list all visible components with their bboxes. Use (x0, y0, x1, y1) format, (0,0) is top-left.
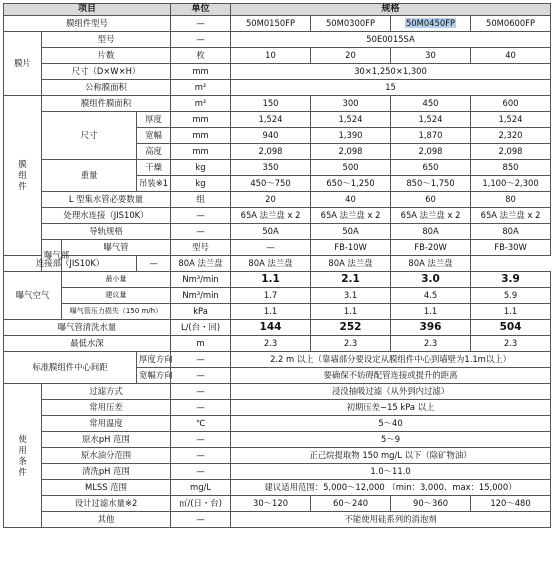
row-value: 500 (311, 160, 391, 176)
row-value: 2,098 (471, 144, 551, 160)
table-row (4, 464, 551, 480)
row-label: 干燥 (137, 160, 171, 176)
row-label: 膜组件型号 (4, 16, 171, 32)
table-row (4, 160, 551, 176)
row-value: 1,524 (391, 112, 471, 128)
row-unit: kg (171, 176, 231, 192)
row-unit: — (171, 448, 231, 464)
row-label: 型号 (42, 32, 171, 48)
row-unit: ㎥/(日・台) (171, 496, 231, 512)
row-value: 1.1 (231, 304, 311, 320)
row-value: 3.1 (311, 288, 391, 304)
row-label: 其他 (42, 512, 171, 528)
row-value: 65A 法兰盘 x 2 (311, 208, 391, 224)
row-label: 最低水深 (4, 336, 171, 352)
table-row (4, 320, 551, 336)
row-value: 1.1 (471, 304, 551, 320)
row-unit: 组 (171, 192, 231, 208)
row-value: 80 (471, 192, 551, 208)
row-unit: 枚 (171, 48, 231, 64)
row-unit: L/(台・回) (171, 320, 231, 336)
row-unit: — (171, 32, 231, 48)
row-label: 建议量 (62, 288, 171, 304)
row-value: 5～9 (231, 432, 551, 448)
row-value: 5.9 (471, 288, 551, 304)
row-unit: — (171, 400, 231, 416)
row-label: 曝气管压力损失（150 m/h） (62, 304, 171, 320)
row-unit: m² (171, 96, 231, 112)
table-row (4, 400, 551, 416)
row-value: 300 (311, 96, 391, 112)
aer-pipe-label: 曝气管 (62, 240, 171, 256)
header-spec: 规格 (231, 4, 551, 16)
row-value: 60～240 (311, 496, 391, 512)
table-row (4, 112, 551, 128)
row-label: 型号 (171, 240, 231, 256)
table-row (4, 48, 551, 64)
row-value: 1,524 (471, 112, 551, 128)
row-value: FB-30W (471, 240, 551, 256)
spec-table (3, 3, 551, 528)
row-label: 常用压差 (42, 400, 171, 416)
row-value: 80A 法兰盘 (231, 256, 311, 272)
row-label: 过滤方式 (42, 384, 171, 400)
row-value: 20 (231, 192, 311, 208)
row-label: 最小量 (62, 272, 171, 288)
table-row (4, 336, 551, 352)
row-value: 60 (391, 192, 471, 208)
row-label: 片数 (42, 48, 171, 64)
row-label: 吊装※1 (137, 176, 171, 192)
row-value: 3.0 (391, 272, 471, 288)
table-row (4, 496, 551, 512)
row-value: 5～40 (231, 416, 551, 432)
row-value: 1,524 (311, 112, 391, 128)
table-row (4, 304, 551, 320)
row-unit: — (171, 16, 231, 32)
row-label: 宽幅方向 (137, 368, 171, 384)
row-value: 2.3 (311, 336, 391, 352)
row-value: 120～480 (471, 496, 551, 512)
row-value: 20 (311, 48, 391, 64)
table-row (4, 432, 551, 448)
row-unit: — (171, 512, 231, 528)
row-value: 80A 法兰盘 (171, 256, 231, 272)
row-unit: mm (171, 128, 231, 144)
row-value: 30～120 (231, 496, 311, 512)
row-value: 2,098 (391, 144, 471, 160)
row-label: 厚度方向 (137, 352, 171, 368)
weight-label: 重量 (42, 160, 137, 192)
row-label: 宽幅 (137, 128, 171, 144)
row-value: 252 (311, 320, 391, 336)
row-unit: m (171, 336, 231, 352)
group-membrane: 膜片 (4, 32, 42, 96)
row-value: 浸没抽吸过滤（从外到内过滤） (231, 384, 551, 400)
row-value: 不能使用硅系列的消泡剂 (231, 512, 551, 528)
row-label: 公称膜面积 (42, 80, 171, 96)
table-row (4, 256, 551, 272)
row-label: 导轨规格 (42, 224, 171, 240)
table-row (4, 512, 551, 528)
row-label: MLSS 范围 (42, 480, 171, 496)
row-value: 正己烷提取物 150 mg/L 以下（除矿物油） (231, 448, 551, 464)
table-row (4, 272, 551, 288)
row-label: 曝气管清洗水量 (4, 320, 171, 336)
row-value: 1.7 (231, 288, 311, 304)
row-value: 2.1 (311, 272, 391, 288)
row-value: 1.1 (311, 304, 391, 320)
row-label: 清洗pH 范围 (42, 464, 171, 480)
table-row (4, 416, 551, 432)
table-row (4, 80, 551, 96)
row-value: 4.5 (391, 288, 471, 304)
row-unit: — (171, 352, 231, 368)
row-label: 原水油分范围 (42, 448, 171, 464)
row-value: 396 (391, 320, 471, 336)
row-label: L 型集水管必要数量 (42, 192, 171, 208)
table-row (4, 448, 551, 464)
row-value: 65A 法兰盘 x 2 (391, 208, 471, 224)
row-value: 1.1 (231, 272, 311, 288)
row-label: 厚度 (137, 112, 171, 128)
row-value: 50E0015SA (231, 32, 551, 48)
row-label: 常用温度 (42, 416, 171, 432)
table-row (4, 208, 551, 224)
row-label: 膜组件膜面积 (42, 96, 171, 112)
row-value: 2.2 m 以上（靠墙部分要设定从膜组件中心到墙壁为1.1m以上） (231, 352, 551, 368)
row-unit: — (171, 464, 231, 480)
row-value: 150 (231, 96, 311, 112)
row-unit: — (171, 432, 231, 448)
row-unit: mm (171, 112, 231, 128)
row-value: 450 (391, 96, 471, 112)
row-value: 850～1,750 (391, 176, 471, 192)
row-value: 1.1 (391, 304, 471, 320)
row-unit: — (171, 224, 231, 240)
row-value: 3.9 (471, 272, 551, 288)
row-value: 650～1,250 (311, 176, 391, 192)
row-value: 144 (231, 320, 311, 336)
row-value: 90～360 (391, 496, 471, 512)
row-value: 2,098 (231, 144, 311, 160)
row-value: 1,100～2,300 (471, 176, 551, 192)
row-value: 2.3 (231, 336, 311, 352)
row-value: 40 (471, 48, 551, 64)
row-unit: kg (171, 160, 231, 176)
header-item: 项目 (4, 4, 171, 16)
row-value: 80A (391, 224, 471, 240)
row-value: 30×1,250×1,300 (231, 64, 551, 80)
group-conditions: 使 用 条 件 (4, 384, 42, 528)
model-cell: 50M0300FP (311, 16, 391, 32)
row-label: 设计过滤水量※2 (42, 496, 171, 512)
model-cell-selected[interactable] (391, 16, 471, 32)
row-label: 原水pH 范围 (42, 432, 171, 448)
row-unit: — (171, 368, 231, 384)
row-unit: Nm³/min (171, 288, 231, 304)
row-value: 450～750 (231, 176, 311, 192)
row-value: 504 (471, 320, 551, 336)
row-value: 65A 法兰盘 x 2 (231, 208, 311, 224)
row-value: 350 (231, 160, 311, 176)
row-value: 2.3 (471, 336, 551, 352)
table-row (4, 32, 551, 48)
table-row (4, 480, 551, 496)
table-row (4, 384, 551, 400)
row-label: 处理水连接（JIS10K） (42, 208, 171, 224)
row-unit: Nm³/min (171, 272, 231, 288)
row-unit: kPa (171, 304, 231, 320)
row-unit: mm (171, 144, 231, 160)
table-row (4, 16, 551, 32)
group-spacing: 标准膜组件中心间距 (4, 352, 137, 384)
row-label: 尺寸（D×W×H） (42, 64, 171, 80)
row-value: 1.0～11.0 (231, 464, 551, 480)
row-label: 高度 (137, 144, 171, 160)
row-value: 600 (471, 96, 551, 112)
group-module: 膜 组 件 (4, 96, 42, 256)
row-unit: m² (171, 80, 231, 96)
row-value: FB-10W (311, 240, 391, 256)
row-value: 1,870 (391, 128, 471, 144)
row-value: 2,098 (311, 144, 391, 160)
row-value: 2.3 (391, 336, 471, 352)
row-value: 50A (311, 224, 391, 240)
row-value: 1,524 (231, 112, 311, 128)
row-value: 初期压差−15 kPa 以上 (231, 400, 551, 416)
model-cell: 50M0150FP (231, 16, 311, 32)
model-cell: 50M0600FP (471, 16, 551, 32)
header-row (4, 4, 551, 16)
row-unit: — (171, 208, 231, 224)
table-row (4, 224, 551, 240)
group-aeration-air: 曝气空气 (4, 272, 62, 320)
row-value: 40 (311, 192, 391, 208)
row-unit: mm (171, 64, 231, 80)
row-label: 连接部（JIS10K） (4, 256, 137, 272)
group-aerator: 曝气部 (42, 240, 62, 272)
row-value: 要确保不妨碍配管连接或提升的距离 (231, 368, 551, 384)
row-unit: — (171, 384, 231, 400)
row-value: 65A 法兰盘 x 2 (471, 208, 551, 224)
row-value: 15 (231, 80, 551, 96)
row-unit: — (137, 256, 171, 272)
table-row (4, 352, 551, 368)
size-label: 尺寸 (42, 112, 137, 160)
header-unit: 单位 (171, 4, 231, 16)
row-value: 850 (471, 160, 551, 176)
table-row (4, 288, 551, 304)
table-row (4, 64, 551, 80)
row-value: 650 (391, 160, 471, 176)
table-row (4, 192, 551, 208)
row-value: 建议适用范围：5,000～12,000 （min：3,000、max：15,000） (231, 480, 551, 496)
row-value: 30 (391, 48, 471, 64)
table-row (4, 240, 551, 256)
row-value: 80A (471, 224, 551, 240)
row-value: 2,320 (471, 128, 551, 144)
row-value: 1,390 (311, 128, 391, 144)
table-row (4, 96, 551, 112)
row-value: FB-20W (391, 240, 471, 256)
selected-text: 50M0450FP (405, 18, 456, 28)
row-value: 50A (231, 224, 311, 240)
row-value: 10 (231, 48, 311, 64)
row-unit: mg/L (171, 480, 231, 496)
row-unit: — (231, 240, 311, 256)
row-value: 80A 法兰盘 (311, 256, 391, 272)
row-unit: ℃ (171, 416, 231, 432)
row-value: 940 (231, 128, 311, 144)
row-value: 80A 法兰盘 (391, 256, 471, 272)
